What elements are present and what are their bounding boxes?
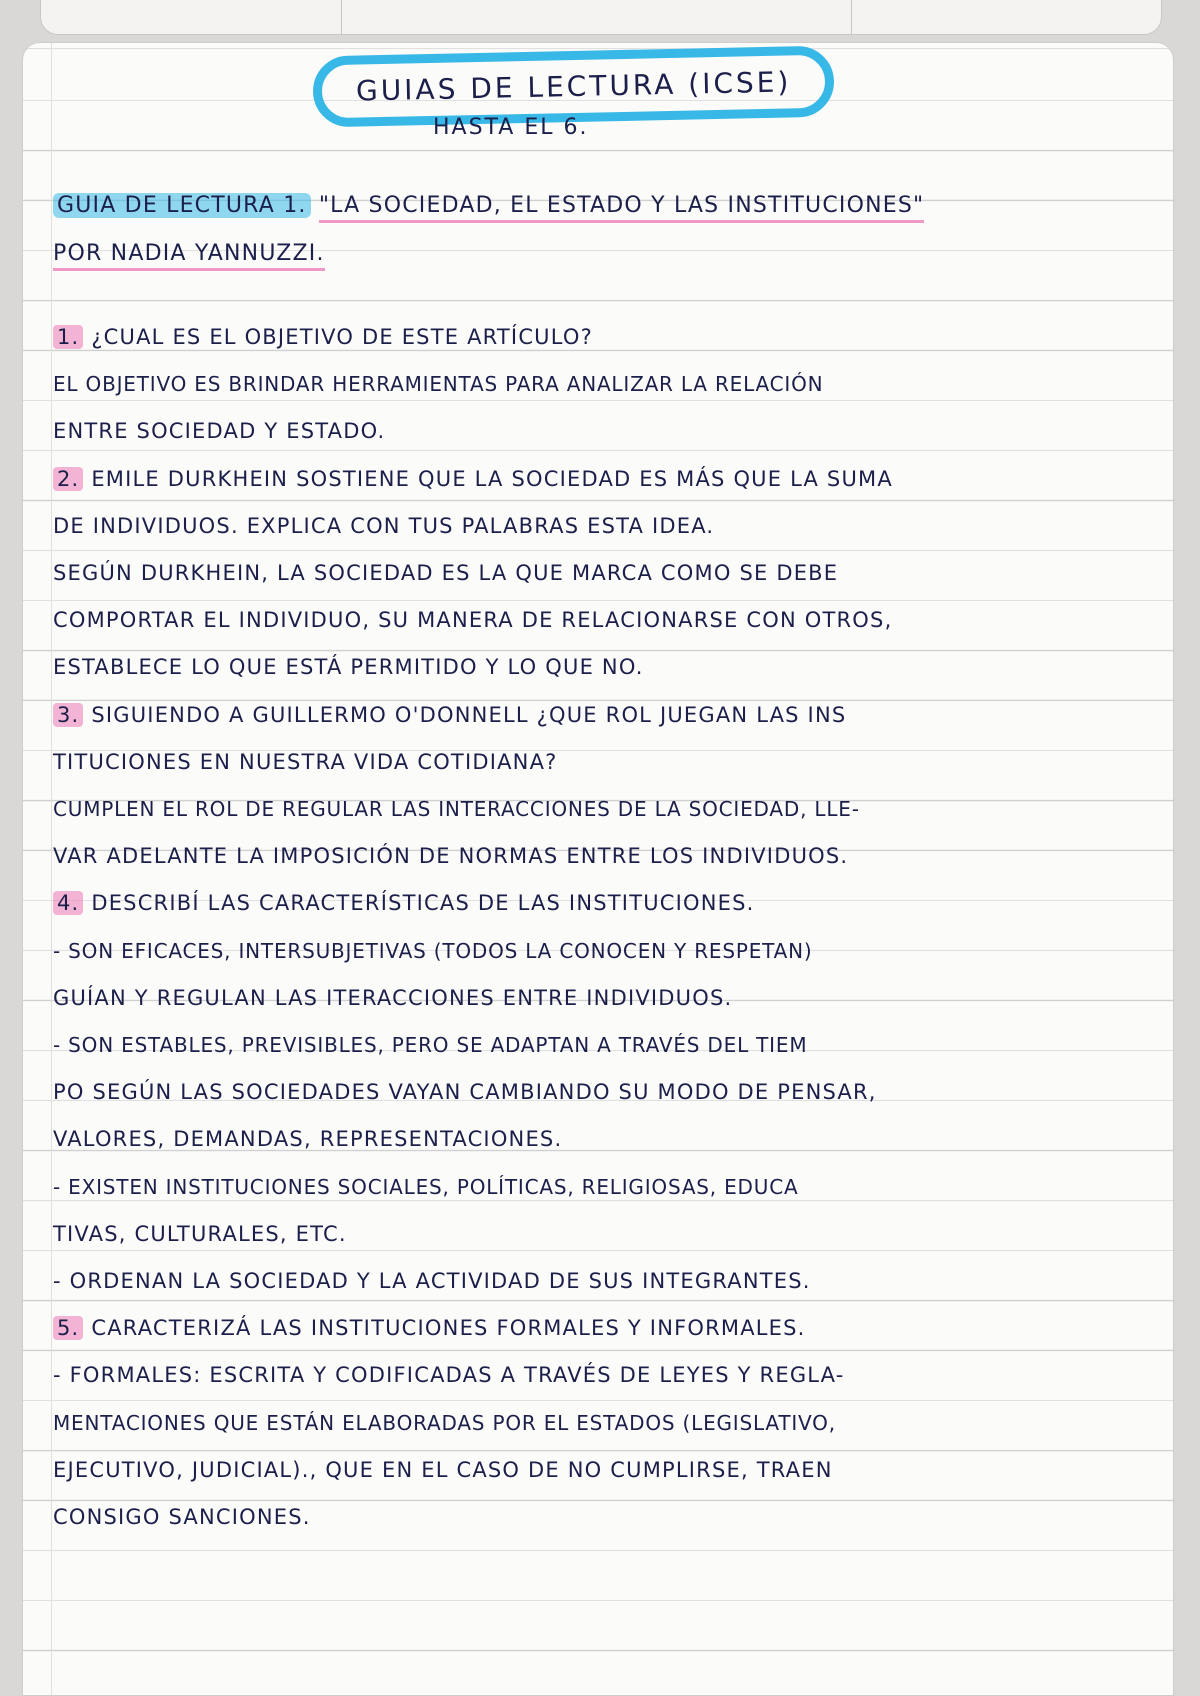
note-text: - ORDENAN LA SOCIEDAD Y LA ACTIVIDAD DE SUS INTEGRANTES.	[53, 1269, 811, 1293]
note-text: SEGÚN DURKHEIN, LA SOCIEDAD ES LA QUE MARCA COMO SE DEBE	[53, 561, 839, 585]
note-line	[53, 1505, 1163, 1529]
note-line	[53, 1269, 1163, 1293]
note-text: CUMPLEN EL ROL DE REGULAR LAS INTERACCIONES DE LA SOCIEDAD, LLE-	[53, 797, 860, 821]
strip-divider	[851, 0, 852, 34]
note-line	[53, 1222, 1163, 1246]
note-text: - SON EFICACES, INTERSUBJETIVAS (TODOS LA CONOCEN Y RESPETAN)	[53, 938, 813, 963]
note-text: - SON ESTABLES, PREVISIBLES, PERO SE ADAPTAN A TRAVÉS DEL TIEM	[53, 1033, 808, 1057]
guide-label: GUIA DE LECTURA 1.	[53, 193, 311, 218]
note-line	[53, 608, 1163, 632]
note-text: - FORMALES: ESCRITA Y CODIFICADAS A TRAVÉS DE LEYES Y REGLA-	[53, 1363, 845, 1388]
note-text: EL OBJETIVO ES BRINDAR HERRAMIENTAS PARA ANALIZAR LA RELACIÓN	[53, 372, 824, 397]
question-number: 3.	[53, 703, 83, 727]
note-text: TIVAS, CULTURALES, ETC.	[53, 1221, 347, 1246]
note-text: VALORES, DEMANDAS, REPRESENTACIONES.	[53, 1127, 563, 1152]
note-line	[53, 891, 1163, 915]
note-line	[53, 325, 1163, 349]
note-text: - EXISTEN INSTITUCIONES SOCIALES, POLÍTICAS, RELIGIOSAS, EDUCA	[53, 1174, 799, 1199]
note-line	[53, 703, 1163, 727]
note-text: VAR ADELANTE LA IMPOSICIÓN DE NORMAS ENTRE LOS INDIVIDUOS.	[53, 844, 849, 869]
note-line	[53, 986, 1163, 1010]
note-line	[53, 372, 1163, 396]
question-number: 2.	[53, 467, 83, 491]
note-text: GUÍAN Y REGULAN LAS ITERACCIONES ENTRE INDIVIDUOS.	[53, 985, 733, 1010]
guide-heading	[53, 193, 1163, 218]
note-text: TITUCIONES EN NUESTRA VIDA COTIDIANA?	[53, 749, 558, 774]
notebook-page	[22, 42, 1174, 1696]
note-line	[53, 1127, 1163, 1151]
previous-page-strip	[40, 0, 1162, 35]
note-text: MENTACIONES QUE ESTÁN ELABORADAS POR EL ESTADOS (LEGISLATIVO,	[53, 1410, 836, 1435]
note-line	[53, 514, 1163, 538]
question-number: 5.	[53, 1316, 83, 1340]
page-title: GUIAS DE LECTURA (ICSE)	[312, 46, 835, 128]
note-text: CONSIGO SANCIONES.	[53, 1505, 311, 1529]
question-number: 4.	[53, 891, 83, 915]
note-text: EJECUTIVO, JUDICIAL)., QUE EN EL CASO DE NO CUMPLIRSE, TRAEN	[53, 1457, 833, 1482]
note-line	[53, 1411, 1163, 1435]
note-line	[53, 750, 1163, 774]
strip-divider	[341, 0, 342, 34]
page-subtitle: HASTA EL 6.	[433, 115, 589, 140]
page-margin-line	[51, 43, 52, 1695]
note-line	[53, 655, 1163, 679]
note-line	[53, 561, 1163, 585]
note-line	[53, 797, 1163, 821]
guide-author: POR NADIA YANNUZZI.	[53, 241, 325, 271]
note-line	[53, 467, 1163, 491]
note-text: SIGUIENDO A GUILLERMO O'DONNELL ¿QUE ROL JUEGAN LAS INS	[91, 702, 847, 727]
note-line	[53, 939, 1163, 963]
note-line	[53, 1080, 1163, 1104]
note-line	[53, 1316, 1163, 1340]
note-line	[53, 1033, 1163, 1057]
note-text: ESTABLECE LO QUE ESTÁ PERMITIDO Y LO QUE NO.	[53, 655, 644, 680]
note-text: ¿CUAL ES EL OBJETIVO DE ESTE ARTÍCULO?	[91, 325, 593, 349]
note-line	[53, 1363, 1163, 1387]
note-line	[53, 419, 1163, 443]
question-number: 1.	[53, 325, 83, 349]
note-text: COMPORTAR EL INDIVIDUO, SU MANERA DE RELACIONARSE CON OTROS,	[53, 608, 893, 633]
guide-work-title: "LA SOCIEDAD, EL ESTADO Y LAS INSTITUCIONES"	[319, 193, 925, 223]
note-text: DE INDIVIDUOS. EXPLICA CON TUS PALABRAS ESTA IDEA.	[53, 513, 715, 538]
note-text: DESCRIBÍ LAS CARACTERÍSTICAS DE LAS INSTITUCIONES.	[91, 891, 755, 916]
guide-author-line	[53, 241, 1163, 266]
title-highlight	[313, 51, 834, 122]
note-text: EMILE DURKHEIN SOSTIENE QUE LA SOCIEDAD ES MÁS QUE LA SUMA	[91, 466, 893, 491]
note-line	[53, 1458, 1163, 1482]
note-text: CARACTERIZÁ LAS INSTITUCIONES FORMALES Y INFORMALES.	[91, 1316, 806, 1341]
note-line	[53, 1175, 1163, 1199]
note-text: ENTRE SOCIEDAD Y ESTADO.	[53, 419, 386, 444]
note-text: PO SEGÚN LAS SOCIEDADES VAYAN CAMBIANDO SU MODO DE PENSAR,	[53, 1080, 877, 1105]
note-line	[53, 844, 1163, 868]
